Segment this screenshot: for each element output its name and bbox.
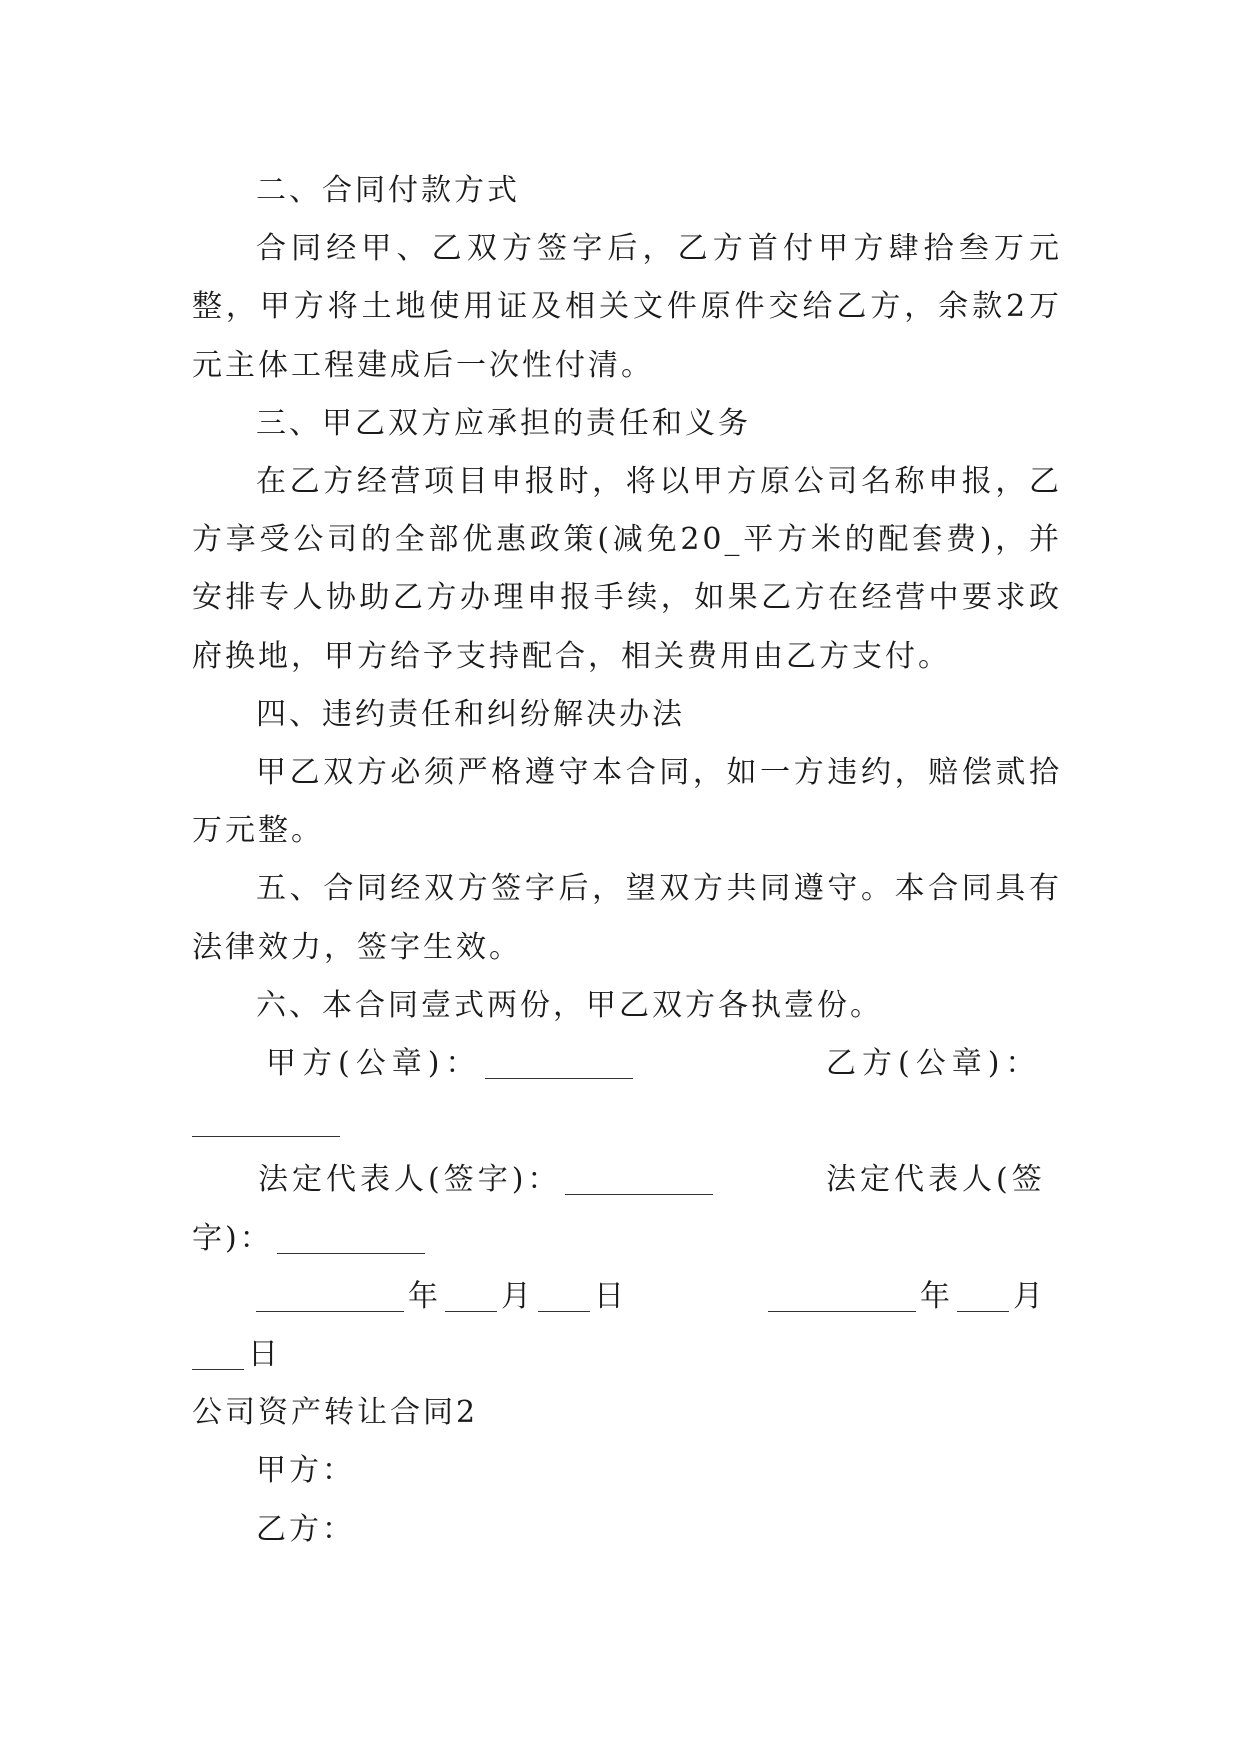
party-b-seal-label: 乙方(公章)： bbox=[826, 1046, 1042, 1082]
section-heading-obligations: 三、甲乙双方应承担的责任和义务 bbox=[256, 405, 751, 441]
section-body-obligations: 在乙方经营项目申报时，将以甲方原公司名称申报，乙方享受公司的全部优惠政策(减免20_平方米的配套费)，并安排专人协助乙方办理申报手续，如果乙方在经营中要求政府换地，甲方给予支持配合，相关费用由乙方支付。 bbox=[192, 464, 1062, 674]
party-b-rep-blank bbox=[277, 1219, 425, 1254]
party-b-rep-label-part1: 法定代表人(签 bbox=[826, 1162, 1046, 1198]
party-a-year-label: 年 bbox=[408, 1278, 441, 1314]
second-contract-party-a: 甲方： bbox=[256, 1453, 355, 1489]
party-b-rep-label-part2: 字)： bbox=[192, 1220, 273, 1256]
section-body-copies: 六、本合同壹式两份，甲乙双方各执壹份。 bbox=[256, 987, 883, 1023]
party-a-rep-label: 法定代表人(签字)： bbox=[258, 1162, 562, 1198]
section-heading-payment: 二、合同付款方式 bbox=[256, 173, 520, 208]
party-a-year-blank bbox=[256, 1277, 404, 1312]
party-a-date bbox=[256, 1268, 627, 1326]
date-row bbox=[192, 1268, 1062, 1326]
party-a-seal bbox=[266, 1035, 637, 1093]
party-b-seal-blank-row bbox=[192, 1093, 1062, 1151]
section-heading-breach: 四、违约责任和纠纷解决办法 bbox=[256, 696, 685, 732]
second-contract-title: 公司资产转让合同2 bbox=[192, 1395, 479, 1431]
party-b-month-label: 月 bbox=[1013, 1278, 1046, 1314]
section-body-payment: 合同经甲、乙双方签字后，乙方首付甲方肆拾叁万元整，甲方将土地使用证及相关文件原件交给乙方，余款2万元主体工程建成后一次性付清。 bbox=[192, 231, 1062, 383]
party-b-year-blank bbox=[768, 1277, 916, 1312]
section-body-effect: 五、合同经双方签字后，望双方共同遵守。本合同具有法律效力，签字生效。 bbox=[192, 871, 1062, 965]
party-a-seal-label: 甲方(公章)： bbox=[266, 1046, 482, 1082]
party-a-month-blank bbox=[445, 1277, 497, 1312]
representative-row bbox=[192, 1151, 1062, 1209]
party-a-rep-blank bbox=[565, 1160, 713, 1195]
party-a-seal-blank bbox=[485, 1044, 633, 1079]
party-b-date bbox=[764, 1268, 1046, 1326]
section-body-breach: 甲乙双方必须严格遵守本合同，如一方违约，赔偿贰拾万元整。 bbox=[192, 755, 1062, 849]
party-a-representative bbox=[258, 1151, 717, 1209]
party-a-day-blank bbox=[538, 1277, 590, 1312]
second-contract-party-b: 乙方： bbox=[256, 1511, 355, 1547]
party-b-day-blank bbox=[192, 1335, 244, 1370]
document-body bbox=[192, 162, 1062, 1559]
party-b-seal-blank bbox=[192, 1102, 340, 1137]
party-a-day-label: 日 bbox=[594, 1278, 627, 1314]
party-b-day-row bbox=[192, 1326, 1062, 1384]
party-b-day-label: 日 bbox=[248, 1336, 281, 1372]
party-b-rep-cont-row bbox=[192, 1210, 1062, 1268]
seal-row bbox=[192, 1035, 1062, 1093]
party-b-month-blank bbox=[957, 1277, 1009, 1312]
party-b-year-label: 年 bbox=[920, 1278, 953, 1314]
party-a-month-label: 月 bbox=[501, 1278, 534, 1314]
